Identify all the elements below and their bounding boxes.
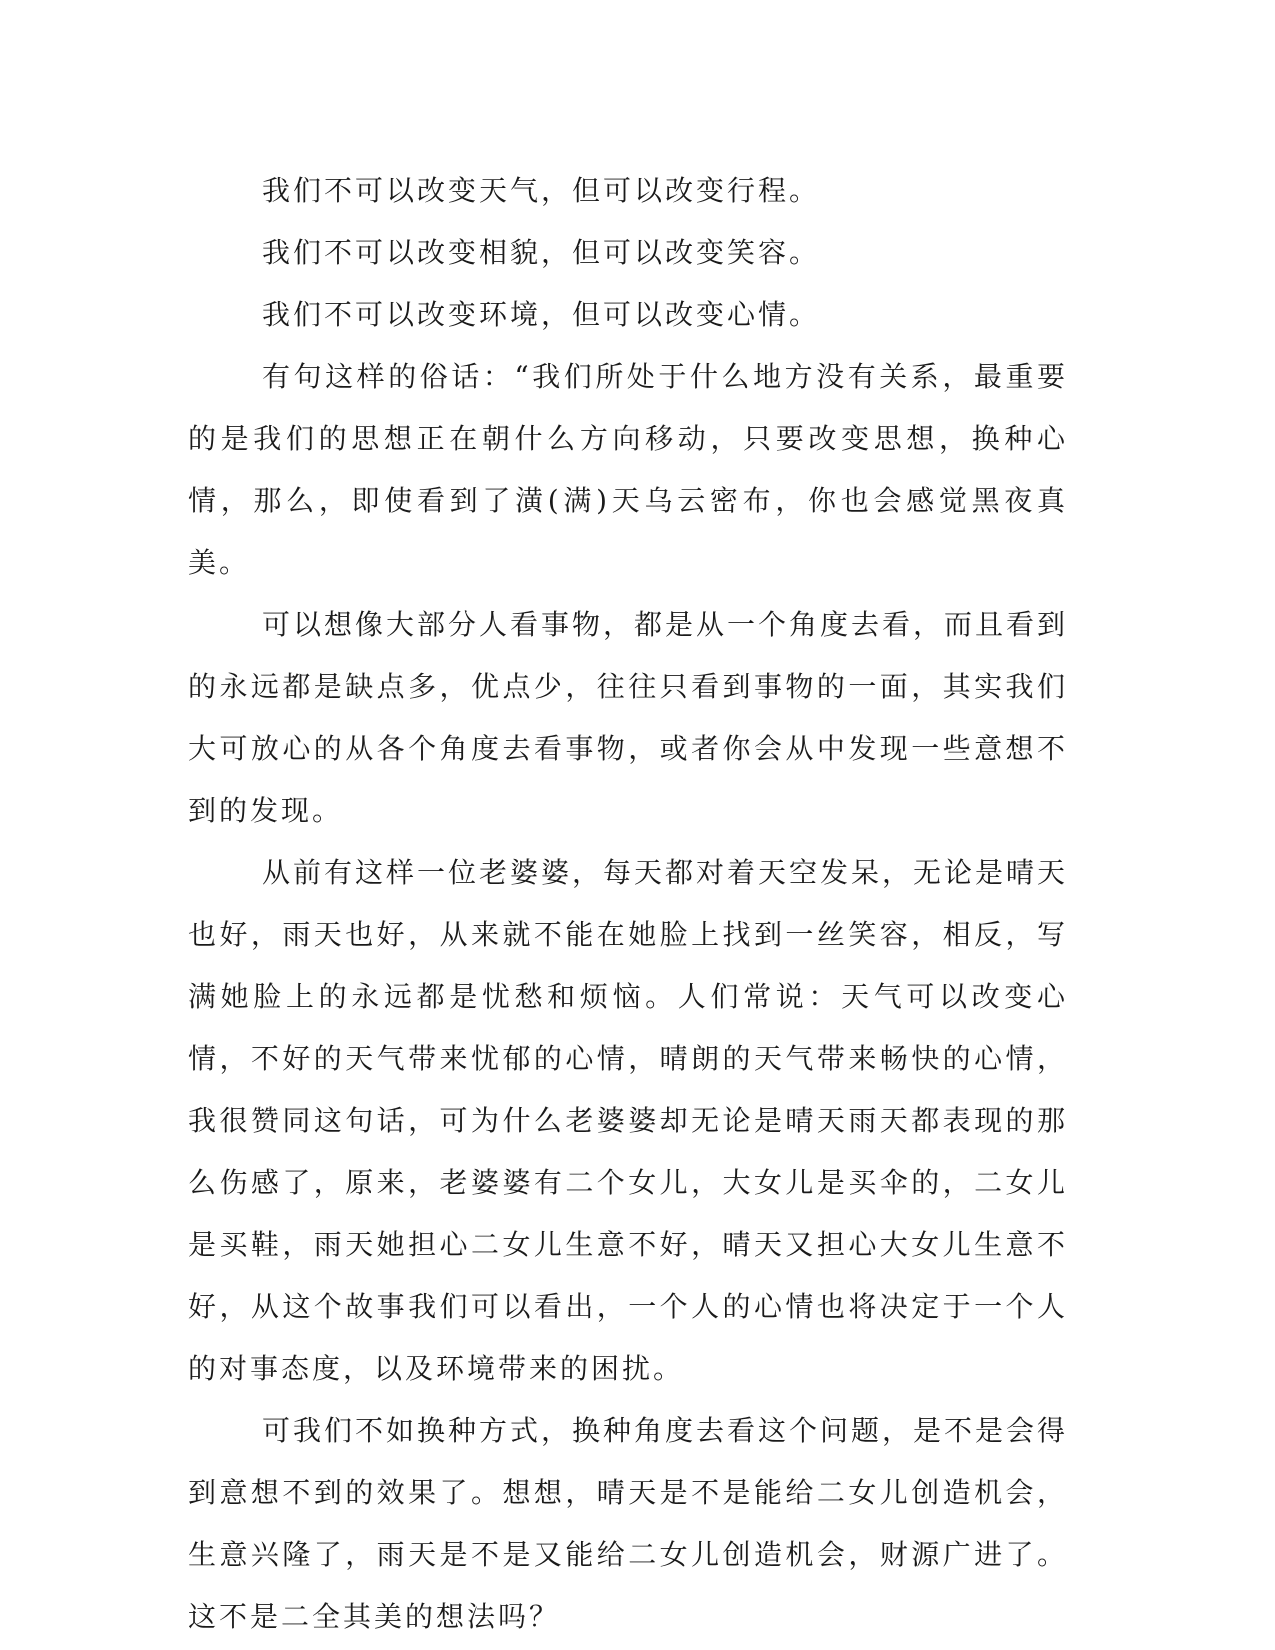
paragraph-5: 可以想像大部分人看事物，都是从一个角度去看，而且看到的永远都是缺点多，优点少，往往只看到事物的一面，其实我们大可放心的从各个角度去看事物，或者你会从中发现一些意想不到的发现。: [188, 608, 1069, 827]
document-body: [188, 160, 1068, 1648]
paragraph-2: 我们不可以改变相貌，但可以改变笑容。: [262, 236, 821, 269]
paragraph-1: 我们不可以改变天气，但可以改变行程。: [262, 174, 821, 207]
paragraph-3: 我们不可以改变环境，但可以改变心情。: [262, 298, 821, 331]
paragraph-7: 可我们不如换种方式，换种角度去看这个问题，是不是会得到意想不到的效果了。想想，晴天是不是能给二女儿创造机会，生意兴隆了，雨天是不是又能给二女儿创造机会，财源广进了。这不是二全其美的想法吗？: [188, 1414, 1069, 1633]
paragraph-6: 从前有这样一位老婆婆，每天都对着天空发呆，无论是晴天也好，雨天也好，从来就不能在她脸上找到一丝笑容，相反，写满她脸上的永远都是忧愁和烦恼。人们常说：天气可以改变心情，不好的天气带来忧郁的心情，晴朗的天气带来畅快的心情，我很赞同这句话，可为什么老婆婆却无论是晴天雨天都表现的那么伤感了，原来，老婆婆有二个女儿，大女儿是买伞的，二女儿是买鞋，雨天她担心二女儿生意不好，晴天又担心大女儿生意不好，从这个故事我们可以看出，一个人的心情也将决定于一个人的对事态度，以及环境带来的困扰。: [188, 856, 1069, 1385]
paragraph-4: 有句这样的俗话：“我们所处于什么地方没有关系，最重要的是我们的思想正在朝什么方向移动，只要改变思想，换种心情，那么，即使看到了潢(满)天乌云密布，你也会感觉黑夜真美。: [188, 360, 1068, 579]
